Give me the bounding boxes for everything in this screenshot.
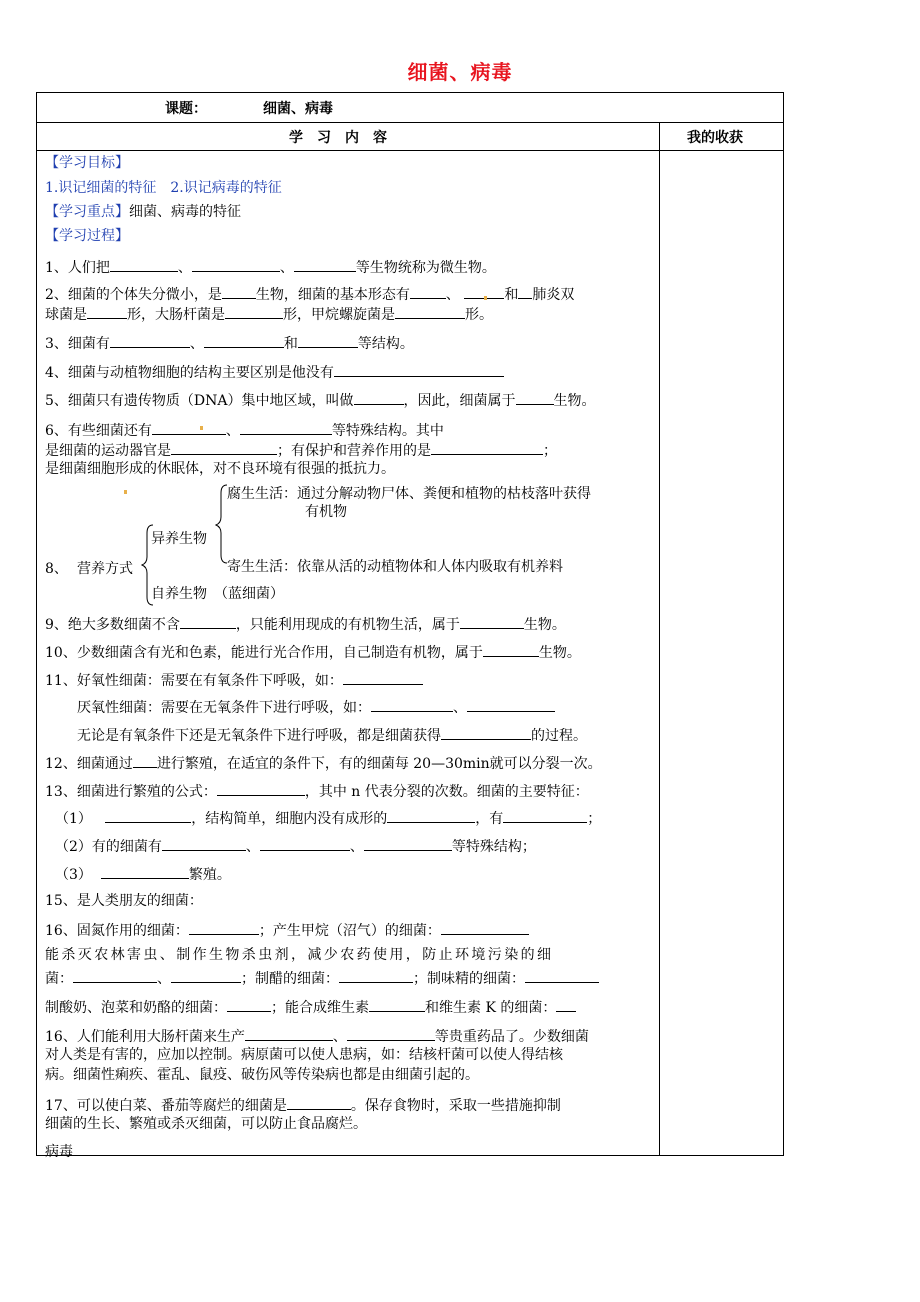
table-divider xyxy=(37,122,783,123)
question-3: 3、细菌有 、 和 等结构。 xyxy=(45,332,414,354)
answer-blank[interactable] xyxy=(334,361,504,377)
question-9: 9、绝大多数细菌不含 ，只能利用现成的有机物生活，属于 生物。 xyxy=(45,613,566,635)
question-11-summary: 无论是有氧条件下还是无氧条件下进行呼吸，都是细菌获得 的过程。 xyxy=(77,724,587,746)
heterotroph-label: 异养生物 xyxy=(151,531,207,547)
answer-blank[interactable] xyxy=(225,303,283,319)
answer-blank[interactable] xyxy=(395,303,465,319)
question-16-cont: 制酸奶、泡菜和奶酪的细菌： ；能合成维生素 和维生素 K 的细菌： xyxy=(45,996,576,1018)
answer-blank[interactable] xyxy=(410,283,446,299)
answer-blank[interactable] xyxy=(204,332,284,348)
question-11: 11、好氧性细菌：需要在有氧条件下呼吸，如： xyxy=(45,669,423,691)
question-16: 16、固氮作用的细菌： ；产生甲烷（沼气）的细菌： xyxy=(45,919,529,941)
scan-mark xyxy=(484,296,487,300)
answer-blank[interactable] xyxy=(73,967,157,983)
lesson-table xyxy=(36,92,784,1160)
autotroph-label: 自养生物 （蓝细菌） xyxy=(151,586,284,602)
question-8-number: 8、 xyxy=(45,561,68,577)
page-title: 细菌、病毒 xyxy=(407,60,513,84)
virus-heading: 病毒 xyxy=(45,1144,73,1160)
question-5: 5、细菌只有遗传物质（DNA）集中地区域，叫做 ，因此，细菌属于 生物。 xyxy=(45,389,596,411)
answer-blank[interactable] xyxy=(294,256,356,272)
answer-blank[interactable] xyxy=(371,696,453,712)
focus-tag: 【学习重点】 xyxy=(45,204,129,220)
parasitic-text: 寄生生活：依靠从活的动植物体和人体内吸取有机养料 xyxy=(227,559,563,575)
answer-blank[interactable] xyxy=(525,967,599,983)
question-16b-cont: 对人类是有害的，应加以控制。病原菌可以使人患病，如：结核杆菌可以使人得结核 xyxy=(45,1047,563,1063)
answer-blank[interactable] xyxy=(192,256,280,272)
question-12: 12、细菌通过 进行繁殖，在适宜的条件下，有的细菌每 20—30min就可以分裂一次。 xyxy=(45,752,602,774)
nutrition-mode-label: 营养方式 xyxy=(77,561,133,577)
heterotroph-brace xyxy=(215,483,229,565)
answer-blank[interactable] xyxy=(180,613,236,629)
answer-blank[interactable] xyxy=(364,835,452,851)
answer-blank[interactable] xyxy=(287,1094,351,1110)
answer-blank[interactable] xyxy=(133,752,157,768)
saprophytic-text-cont: 有机物 xyxy=(305,504,347,520)
focus-row xyxy=(45,202,241,222)
answer-blank[interactable] xyxy=(441,724,531,740)
question-17-cont: 细菌的生长、繁殖或杀灭细菌，可以防止食品腐烂。 xyxy=(45,1116,367,1132)
scan-mark xyxy=(124,490,127,494)
answer-blank[interactable] xyxy=(105,807,191,823)
answer-blank[interactable] xyxy=(347,1025,435,1041)
question-16-cont: 能杀灭农林害虫、制作生物杀虫剂，减少农药使用，防止环境污染的细 xyxy=(45,947,554,963)
answer-blank[interactable] xyxy=(556,996,576,1012)
answer-blank[interactable] xyxy=(110,332,190,348)
question-13-item-3: （3） 繁殖。 xyxy=(55,863,231,885)
question-16b: 16、人们能利用大肠杆菌来生产 、 等贵重药品了。少数细菌 xyxy=(45,1025,589,1047)
answer-blank[interactable] xyxy=(171,967,241,983)
answer-blank[interactable] xyxy=(189,919,259,935)
answer-blank[interactable] xyxy=(441,919,529,935)
saprophytic-text: 腐生生活：通过分解动物尸体、粪便和植物的枯枝落叶获得 xyxy=(227,486,591,502)
topic-label: 课题： xyxy=(165,101,207,117)
goals-text: 1.识记细菌的特征 2.识记病毒的特征 xyxy=(45,180,282,196)
answer-blank[interactable] xyxy=(222,283,256,299)
answer-blank[interactable] xyxy=(339,967,413,983)
question-13-item-2: （2）有的细菌有 、 、 等特殊结构； xyxy=(55,835,536,857)
answer-blank[interactable] xyxy=(369,996,425,1012)
answer-blank[interactable] xyxy=(354,389,404,405)
column-divider xyxy=(659,122,660,1155)
question-16b-cont: 病。细菌性痢疾、霍乱、鼠疫、破伤风等传染病也都是由细菌引起的。 xyxy=(45,1067,479,1083)
goal-tag: 【学习目标】 xyxy=(45,155,129,171)
question-2-cont: 球菌是 形，大肠杆菌是 形，甲烷螺旋菌是 形。 xyxy=(45,303,493,325)
scan-mark xyxy=(200,426,203,430)
answer-blank[interactable] xyxy=(343,669,423,685)
answer-blank[interactable] xyxy=(217,780,305,796)
answer-blank[interactable] xyxy=(387,807,475,823)
column-header-content: 学 习 内 容 xyxy=(289,130,387,146)
nutrition-brace xyxy=(141,523,155,607)
answer-blank[interactable] xyxy=(460,613,524,629)
focus-text: 细菌、病毒的特征 xyxy=(129,204,241,220)
question-13-item-1: （1） ，结构简单，细胞内没有成形的 ，有 ； xyxy=(55,807,601,829)
process-tag: 【学习过程】 xyxy=(45,228,129,244)
question-11-anaerobic: 厌氧性细菌：需要在无氧条件下进行呼吸，如： 、 xyxy=(77,696,555,718)
answer-blank[interactable] xyxy=(245,1025,333,1041)
question-17: 17、可以使白菜、番茄等腐烂的细菌是 。保存食物时，采取一些措施抑制 xyxy=(45,1094,561,1116)
answer-blank[interactable] xyxy=(467,696,555,712)
topic-value: 细菌、病毒 xyxy=(263,101,333,117)
question-4: 4、细菌与动植物细胞的结构主要区别是他没有 xyxy=(45,361,504,383)
question-1: 1、人们把 、 、 等生物统称为微生物。 xyxy=(45,256,496,278)
answer-blank[interactable] xyxy=(171,439,277,455)
question-10: 10、少数细菌含有光和色素，能进行光合作用，自己制造有机物，属于 生物。 xyxy=(45,641,581,663)
answer-blank[interactable] xyxy=(431,439,543,455)
question-15: 15、是人类朋友的细菌： xyxy=(45,893,203,909)
answer-blank[interactable] xyxy=(152,419,226,435)
answer-blank[interactable] xyxy=(260,835,350,851)
column-header-gain: 我的收获 xyxy=(687,130,743,146)
answer-blank[interactable] xyxy=(162,835,246,851)
answer-blank[interactable] xyxy=(101,863,189,879)
question-2: 2、细菌的个体失分微小，是 生物，细菌的基本形态有 、 和 肺炎双 xyxy=(45,283,574,305)
question-6-cont: 是细菌的运动器官是 ；有保护和营养作用的是 ； xyxy=(45,439,557,461)
answer-blank[interactable] xyxy=(483,641,539,657)
table-divider xyxy=(37,150,783,151)
question-6-cont: 是细菌细胞形成的休眠体，对不良环境有很强的抵抗力。 xyxy=(45,461,395,477)
answer-blank[interactable] xyxy=(240,419,332,435)
answer-blank[interactable] xyxy=(503,807,587,823)
answer-blank[interactable] xyxy=(87,303,127,319)
question-6: 6、有些细菌还有 、 等特殊结构。其中 xyxy=(45,419,444,441)
question-16-cont: 菌： 、 ；制醋的细菌： ；制味精的细菌： xyxy=(45,967,599,989)
answer-blank[interactable] xyxy=(298,332,358,348)
answer-blank[interactable] xyxy=(516,389,554,405)
answer-blank[interactable] xyxy=(110,256,178,272)
question-13: 13、细菌进行繁殖的公式： ，其中 n 代表分裂的次数。细菌的主要特征： xyxy=(45,780,589,802)
answer-blank[interactable] xyxy=(227,996,271,1012)
answer-blank[interactable] xyxy=(518,283,532,299)
